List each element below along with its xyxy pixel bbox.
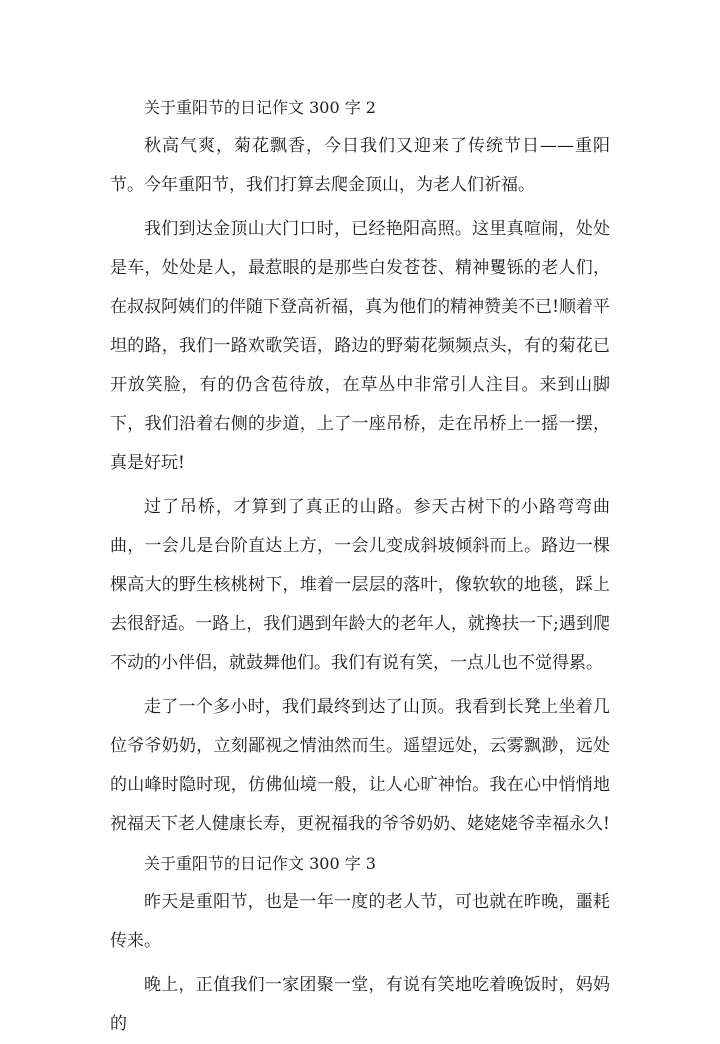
paragraph: 晚上，正值我们一家团聚一堂，有说有笑地吃着晚饭时，妈妈的 bbox=[110, 975, 610, 1034]
paragraph: 走了一个多小时，我们最终到达了山顶。我看到长凳上坐着几位爷爷奶奶，立刻鄙视之情油然而生。遥望远处，云雾飘渺，远处的山峰时隐时现，仿佛仙境一般，让人心旷神怡。我在心中悄悄地祝福天下老人健康长寿，更祝福我的爷爷奶奶、姥姥姥爷幸福永久! bbox=[110, 697, 610, 834]
section-heading: 关于重阳节的日记作文 300 字 3 bbox=[144, 854, 376, 873]
section-heading: 关于重阳节的日记作文 300 字 2 bbox=[144, 98, 376, 117]
paragraph: 秋高气爽，菊花飘香，今日我们又迎来了传统节日——重阳节。今年重阳节，我们打算去爬金顶山，为老人们祈福。 bbox=[110, 136, 610, 195]
section-2 bbox=[110, 88, 610, 844]
paragraph: 我们到达金顶山大门口时，已经艳阳高照。这里真喧闹，处处是车，处处是人，最惹眼的是那些白发苍苍、精神矍铄的老人们，在叔叔阿姨们的伴随下登高祈福，真为他们的精神赞美不已!顺着平坦的路，我们一路欢歌笑语，路边的野菊花频频点头，有的菊花已开放笑脸，有的仍含苞待放，在草丛中非常引人注目。来到山脚下，我们沿着右侧的步道，上了一座吊桥，走在吊桥上一摇一摆，真是好玩! bbox=[110, 219, 610, 473]
paragraph: 昨天是重阳节，也是一年一度的老人节，可也就在昨晚，噩耗传来。 bbox=[110, 892, 610, 951]
document-page bbox=[110, 88, 610, 1044]
paragraph: 过了吊桥，才算到了真正的山路。参天古树下的小路弯弯曲曲，一会儿是台阶直达上方，一会儿变成斜坡倾斜而上。路边一棵棵高大的野生核桃树下，堆着一层层的落叶，像软软的地毯，踩上去很舒适。一路上，我们遇到年龄大的老年人，就搀扶一下;遇到爬不动的小伴侣，就鼓舞他们。我们有说有笑，一点儿也不觉得累。 bbox=[110, 497, 610, 673]
section-3 bbox=[110, 844, 610, 1044]
